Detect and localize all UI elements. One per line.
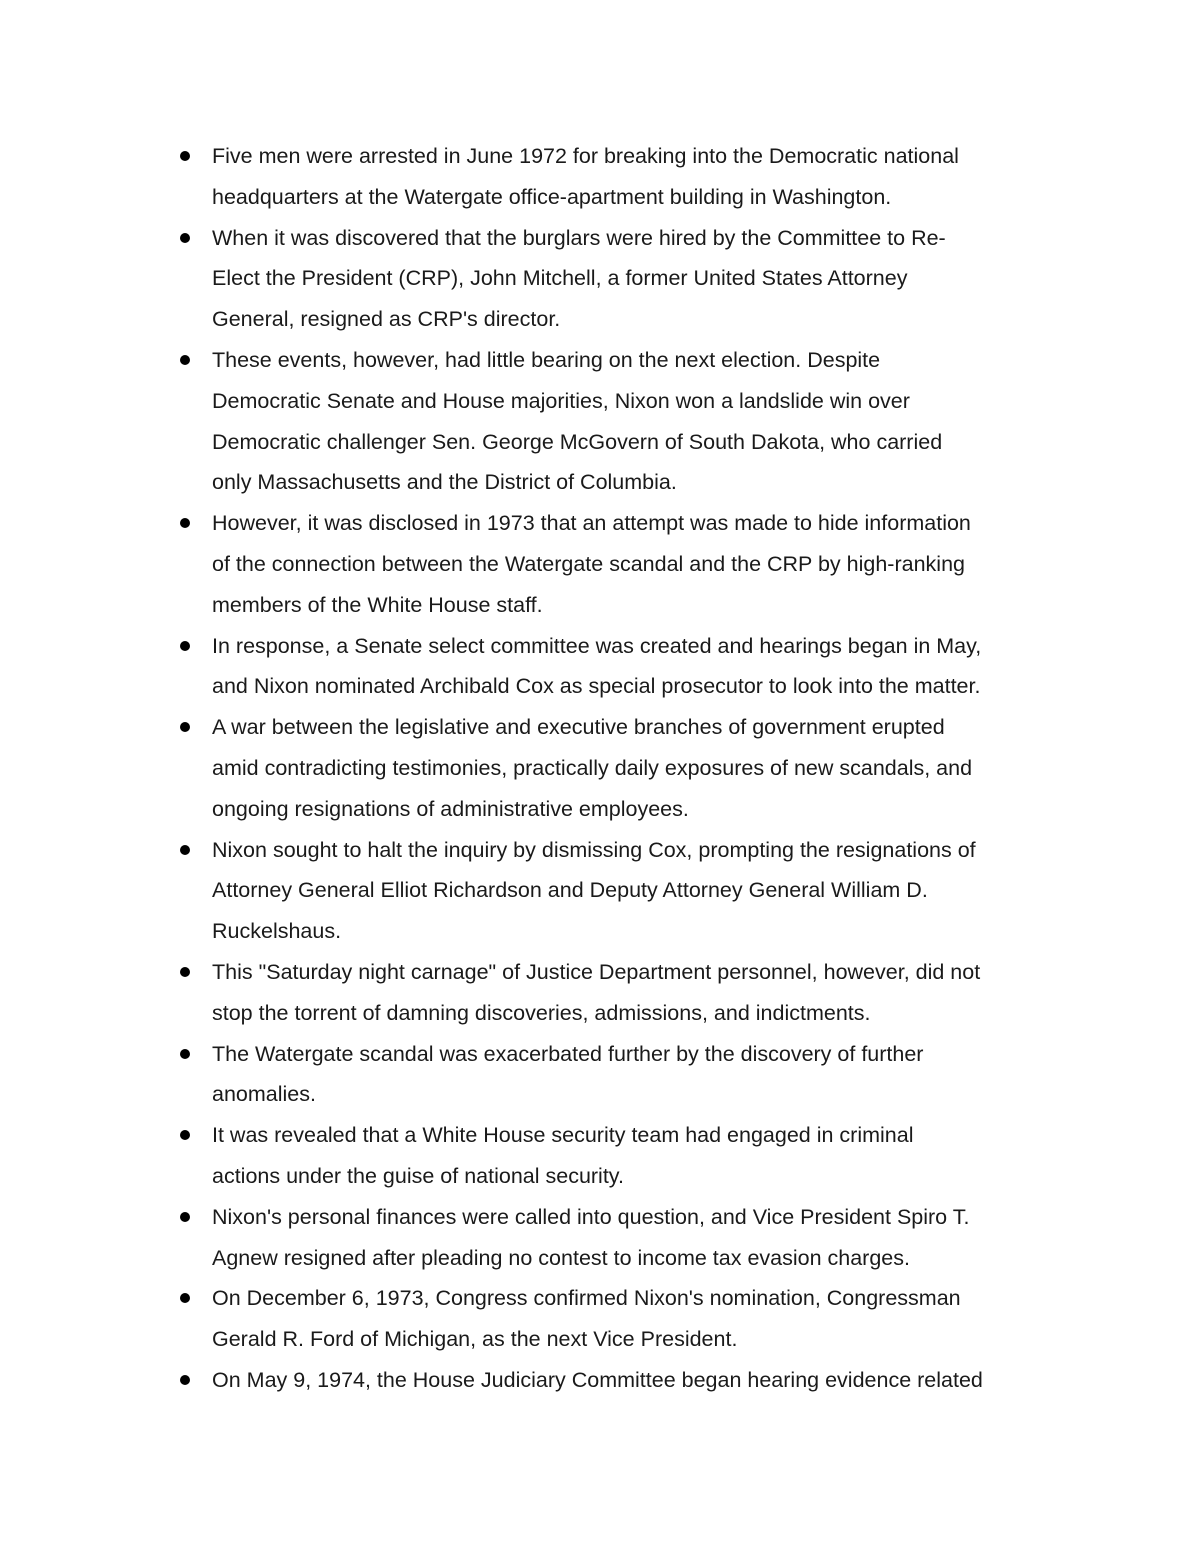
bullet-item-7 [178,830,1078,952]
bullet-item-3 [178,340,1078,503]
text-line: Democratic challenger Sen. George McGovern of South Dakota, who carried [212,429,943,454]
bullet-item-4 [178,503,1078,625]
text-line: only Massachusetts and the District of Columbia. [212,470,677,495]
bullet-text [212,1278,1078,1360]
bullet-item-2 [178,218,1078,340]
bullet-item-8 [178,952,1078,1034]
bullet-item-1 [178,136,1078,218]
text-line: However, it was disclosed in 1973 that an attempt was made to hide information [212,511,971,536]
bullet-text [212,1115,1078,1197]
text-line: of the connection between the Watergate scandal and the CRP by high-ranking [212,551,965,576]
text-line: General, resigned as CRP's director. [212,307,561,332]
text-line: Five men were arrested in June 1972 for breaking into the Democratic national [212,144,959,168]
bullet-text [212,340,1078,503]
bullet-item-13 [178,1360,1078,1401]
text-line: ongoing resignations of administrative employees. [212,796,689,821]
bullet-item-10 [178,1115,1078,1197]
bullet-text [212,1034,1078,1116]
bullet-dot-icon [180,1212,190,1222]
text-line: Ruckelshaus. [212,919,342,944]
text-line: This "Saturday night carnage" of Justice Department personnel, however, did not [212,959,981,984]
text-line: In response, a Senate select committee was created and hearings began in May, [212,633,982,658]
text-line: It was revealed that a White House security team had engaged in criminal [212,1123,914,1148]
text-line: headquarters at the Watergate office-apartment building in Washington. [212,184,892,209]
bullet-dot-icon [180,967,190,977]
bullet-text [212,707,1078,829]
text-line: stop the torrent of damning discoveries, admissions, and indictments. [212,1000,871,1025]
bullet-dot-icon [180,845,190,855]
bullet-dot-icon [180,355,190,365]
text-line: When it was discovered that the burglars were hired by the Committee to Re- [212,225,946,250]
bullet-item-6 [178,707,1078,829]
bullet-dot-icon [180,641,190,651]
text-line: Nixon's personal finances were called into question, and Vice President Spiro T. [212,1204,970,1229]
text-line: On May 9, 1974, the House Judiciary Committee began hearing evidence related [212,1367,983,1392]
bullet-dot-icon [180,1130,190,1140]
bullet-text [212,1360,1078,1401]
text-line: On December 6, 1973, Congress confirmed Nixon's nomination, Congressman [212,1286,961,1311]
text-line: members of the White House staff. [212,592,543,617]
text-line: and Nixon nominated Archibald Cox as special prosecutor to look into the matter. [212,674,981,699]
text-line: actions under the guise of national security. [212,1163,624,1188]
text-line: Agnew resigned after pleading no contest to income tax evasion charges. [212,1245,910,1270]
text-line: anomalies. [212,1082,316,1107]
bullet-item-12 [178,1278,1078,1360]
bullet-text [212,952,1078,1034]
bullet-text [212,136,1078,218]
bullet-text [212,626,1078,708]
text-line: Gerald R. Ford of Michigan, as the next Vice President. [212,1327,738,1352]
text-line: Nixon sought to halt the inquiry by dismissing Cox, prompting the resignations of [212,837,976,862]
text-line: amid contradicting testimonies, practically daily exposures of new scandals, and [212,755,973,780]
bullet-dot-icon [180,151,190,161]
bullet-text [212,218,1078,340]
bullet-text [212,1197,1078,1279]
bullet-dot-icon [180,722,190,732]
bullet-dot-icon [180,1375,190,1385]
bullet-list [178,136,1078,1401]
bullet-text [212,830,1078,952]
bullet-text [212,503,1078,625]
text-line: A war between the legislative and executive branches of government erupted [212,715,945,740]
bullet-item-11 [178,1197,1078,1279]
bullet-dot-icon [180,518,190,528]
text-line: The Watergate scandal was exacerbated further by the discovery of further [212,1041,924,1066]
bullet-item-9 [178,1034,1078,1116]
bullet-dot-icon [180,1049,190,1059]
bullet-dot-icon [180,233,190,243]
text-line: Attorney General Elliot Richardson and Deputy Attorney General William D. [212,878,928,903]
bullet-item-5 [178,626,1078,708]
text-line: Elect the President (CRP), John Mitchell, a former United States Attorney [212,266,908,291]
text-line: These events, however, had little bearing on the next election. Despite [212,347,881,372]
text-line: Democratic Senate and House majorities, Nixon won a landslide win over [212,388,910,413]
bullet-dot-icon [180,1293,190,1303]
